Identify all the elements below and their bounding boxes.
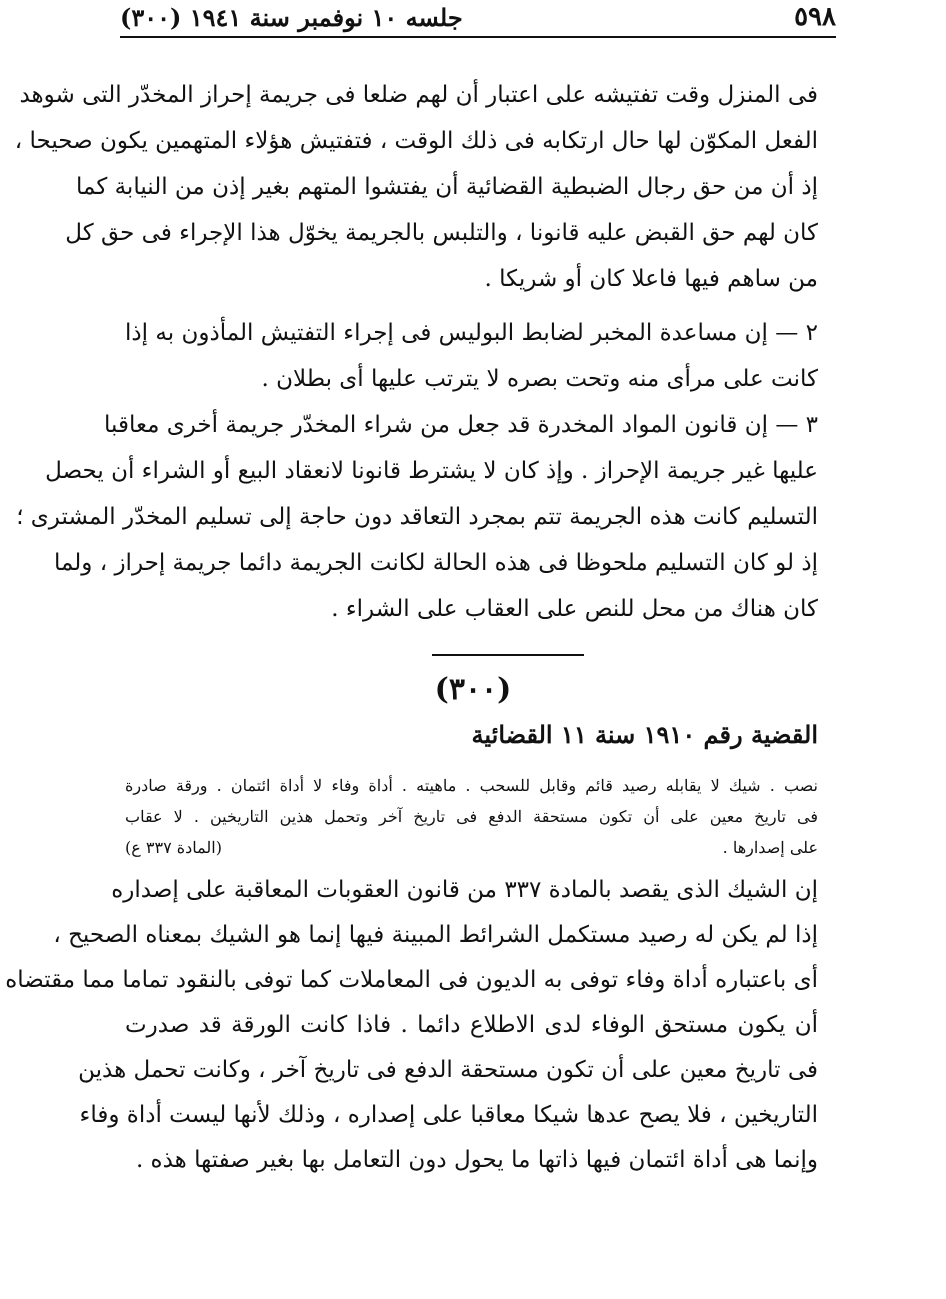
page-number: ٥٩٨ bbox=[794, 2, 836, 32]
summary-line: فى تاريخ معين على أن تكون مستحقة الدفع فى تاريخ آخر وتحمل هذين التاريخين . لا عقاب bbox=[125, 807, 818, 826]
article-reference: (المادة ٣٣٧ ع) bbox=[125, 838, 222, 857]
case-number: (٣٠٠) bbox=[434, 672, 512, 707]
text-line: إن الشيك الذى يقصد بالمادة ٣٣٧ من قانون العقوبات المعاقبة على إصداره bbox=[111, 877, 818, 903]
section-1 bbox=[14, 72, 818, 302]
summary-line: نصب . شيك لا يقابله رصيد قائم وقابل للسحب . ماهيته . أداة وفاء لا أداة ائتمان . ورقة صادرة bbox=[125, 776, 818, 795]
text-line: فى المنزل وقت تفتيشه على اعتبار أن لهم ضلعا فى جريمة إحراز المخدّر التى شوهد bbox=[19, 82, 818, 108]
text-line: ٢ — إن مساعدة المخبر لضابط البوليس فى إجراء التفتيش المأذون به إذا bbox=[125, 320, 818, 346]
text-line: عليها غير جريمة الإحراز . وإذ كان لا يشترط قانونا لانعقاد البيع أو الشراء أن يحصل bbox=[45, 458, 818, 484]
summary-last-line bbox=[125, 832, 818, 863]
text-line: أى باعتباره أداة وفاء توفى به الديون فى المعاملات كما توفى بالنقود تماما مما مقتضاه bbox=[5, 967, 818, 993]
text-line: الفعل المكوّن لها حال ارتكابه فى ذلك الوقت ، فتفتيش هؤلاء المتهمين يكون صحيحا ، bbox=[14, 128, 818, 154]
case-title: القضية رقم ١٩١٠ سنة ١١ القضائية bbox=[471, 720, 818, 749]
text-line: كان لهم حق القبض عليه قانونا ، والتلبس بالجريمة يخوّل هذا الإجراء فى حق كل bbox=[65, 220, 818, 246]
text-line: فى تاريخ معين على أن تكون مستحقة الدفع فى تاريخ آخر ، وكانت تحمل هذين bbox=[78, 1057, 818, 1083]
text-line: كانت على مرأى منه وتحت بصره لا يترتب عليها أى بطلان . bbox=[261, 366, 818, 392]
text-line: وإنما هى أداة ائتمان فيها ذاتها ما يحول دون التعامل بها بغير صفتها هذه . bbox=[135, 1147, 818, 1173]
text-line: التسليم كانت هذه الجريمة تتم بمجرد التعاقد دون حاجة إلى تسليم المخدّر المشترى ؛ bbox=[16, 504, 818, 530]
case-summary bbox=[125, 770, 818, 863]
text-line: أن يكون مستحق الوفاء لدى الاطلاع دائما . فاذا كانت الورقة قد صدرت bbox=[125, 1012, 818, 1038]
section-3 bbox=[16, 402, 818, 632]
text-line: إذ لو كان التسليم ملحوظا فى هذه الحالة لكانت الجريمة دائما جريمة إحراز ، ولما bbox=[53, 550, 818, 576]
section-2 bbox=[125, 310, 818, 402]
section-separator bbox=[432, 654, 584, 656]
summary-line: على إصدارها . bbox=[722, 838, 818, 857]
text-line: التاريخين ، فلا يصح عدها شيكا معاقبا على إصداره ، وذلك لأنها ليست أداة وفاء bbox=[79, 1102, 818, 1128]
ruling-text bbox=[5, 868, 818, 1183]
text-line: من ساهم فيها فاعلا كان أو شريكا . bbox=[484, 266, 818, 292]
text-line: كان هناك من محل للنص على العقاب على الشراء . bbox=[331, 596, 818, 622]
header-rule bbox=[120, 36, 836, 38]
text-line: ٣ — إن قانون المواد المخدرة قد جعل من شراء المخدّر جريمة أخرى معاقبا bbox=[104, 412, 818, 438]
running-title: جلسه ١٠ نوفمبر سنة ١٩٤١ (٣٠٠) bbox=[120, 2, 463, 32]
text-line: إذا لم يكن له رصيد مستكمل الشرائط المبينة فيها إنما هو الشيك بمعناه الصحيح ، bbox=[53, 922, 818, 948]
page-header bbox=[120, 0, 836, 34]
text-line: إذ أن من حق رجال الضبطية القضائية أن يفتشوا المتهم بغير إذن من النيابة كما bbox=[76, 174, 818, 200]
